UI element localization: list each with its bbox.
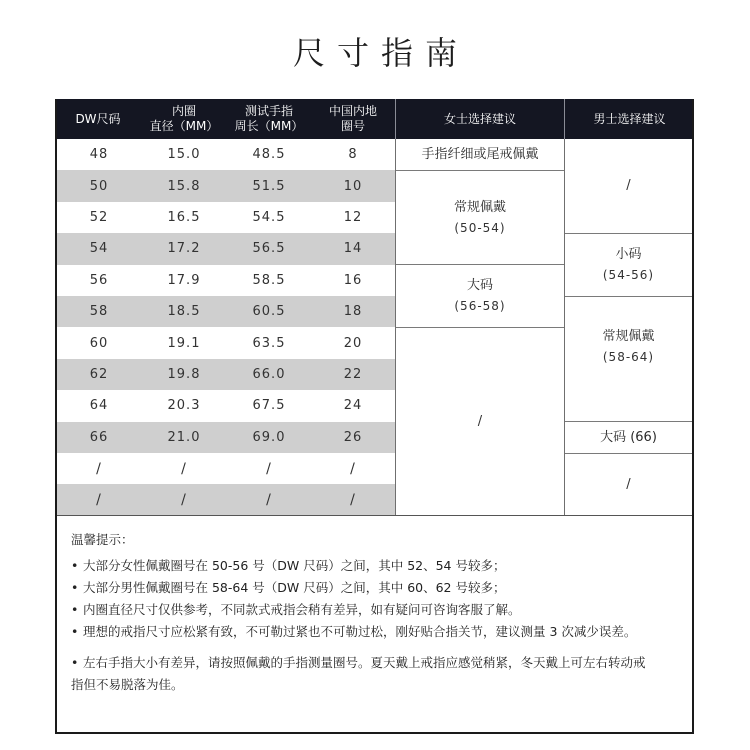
men-block-regular-range: (58-64)	[602, 350, 655, 364]
cell-circumference: 56.5	[252, 241, 286, 257]
men-block-small-label: 小码	[615, 247, 642, 262]
men-block-none-bottom-label: /	[626, 476, 631, 492]
bullet-icon: •	[71, 624, 79, 639]
women-block-large-label: 大码	[466, 278, 493, 293]
women-block-regular-label: 常规佩戴	[453, 199, 506, 215]
table-row	[57, 233, 395, 264]
tip-text: 左右手指大小有差异，请按照佩戴的手指测量圈号。夏天戴上戒指应感觉稍紧，冬天戴上可左右转动戒指但不易脱落为佳。	[71, 655, 646, 692]
cell-cn: 16	[343, 272, 363, 288]
cell-dw: /	[96, 492, 102, 509]
bullet-icon: •	[71, 655, 79, 670]
table-row	[57, 327, 395, 358]
men-block-none-top-label: /	[626, 178, 631, 193]
header-dw-size-label: DW尺码	[75, 111, 121, 126]
men-block-small-range: (54-56)	[602, 268, 655, 282]
table-row	[57, 139, 395, 170]
cell-dw: 62	[89, 366, 109, 382]
table-row	[57, 359, 395, 390]
cell-dw: 48	[89, 147, 109, 163]
header-men-label: 男士选择建议	[593, 111, 666, 126]
table-row	[57, 170, 395, 201]
cell-diameter: 18.5	[167, 304, 201, 320]
cell-dw: 50	[89, 178, 109, 194]
bullet-icon: •	[71, 558, 79, 573]
men-block-large	[565, 422, 692, 453]
cell-circumference: 66.0	[252, 366, 286, 382]
table-row	[57, 296, 395, 327]
cell-cn: 14	[343, 241, 363, 257]
cell-circumference: 63.5	[252, 335, 286, 351]
women-block-large-range: (56-58)	[454, 299, 506, 313]
men-block-regular	[565, 297, 692, 421]
women-block-none	[396, 328, 564, 515]
women-block-regular-range: (50-54)	[454, 220, 506, 235]
tip-text: 理想的戒指尺寸应松紧有致，不可勒过紧也不可勒过松，刚好贴合指关节，建议测量 3 次减少误差。	[83, 624, 637, 639]
cell-circumference: 69.0	[252, 429, 286, 445]
cell-cn: 24	[343, 398, 363, 414]
cell-dw: 64	[89, 398, 109, 414]
women-block-regular	[396, 171, 564, 264]
cell-dw: 54	[89, 241, 109, 257]
table-row	[57, 422, 395, 453]
tip-item	[71, 652, 692, 696]
cell-dw: /	[96, 460, 102, 477]
cell-cn: /	[350, 460, 356, 477]
bullet-icon: •	[71, 580, 79, 595]
cell-diameter: 19.1	[167, 335, 201, 351]
cell-circumference: /	[266, 460, 272, 477]
cell-dw: 60	[89, 335, 109, 351]
cell-diameter: 17.9	[167, 272, 201, 288]
cell-circumference: 54.5	[252, 209, 286, 225]
table-row	[57, 202, 395, 233]
cell-diameter: 16.5	[167, 209, 201, 225]
cell-diameter: /	[181, 492, 187, 509]
bullet-icon: •	[71, 602, 79, 617]
cell-diameter: /	[181, 460, 187, 477]
cell-cn: 8	[348, 147, 358, 163]
cell-diameter: 21.0	[167, 429, 201, 445]
women-block-slim-label: 手指纤细或尾戒佩戴	[421, 146, 539, 162]
tip-item	[71, 599, 692, 621]
cell-circumference: /	[266, 492, 272, 509]
women-block-none-label: /	[477, 413, 483, 429]
cell-cn: 18	[343, 304, 363, 320]
cell-dw: 56	[89, 272, 109, 288]
table-row	[57, 484, 395, 515]
cell-cn: 12	[343, 209, 363, 225]
cell-diameter: 20.3	[167, 398, 201, 414]
tip-item	[71, 621, 692, 643]
cell-diameter: 15.0	[167, 147, 201, 163]
cell-cn: 22	[343, 366, 363, 382]
tip-text: 大部分男性佩戴圈号在 58-64 号（DW 尺码）之间，其中 60、62 号较多；	[83, 580, 506, 595]
cell-cn: 20	[343, 335, 363, 351]
tip-item	[71, 555, 692, 577]
cell-diameter: 17.2	[167, 241, 201, 257]
women-block-slim	[396, 139, 564, 170]
tip-text: 大部分女性佩戴圈号在 50-56 号（DW 尺码）之间，其中 52、54 号较多；	[83, 558, 506, 573]
cell-dw: 52	[89, 209, 109, 225]
cell-circumference: 58.5	[252, 272, 286, 288]
header-circumference-line2: 周长（MM）	[234, 119, 304, 133]
cell-dw: 58	[89, 304, 109, 320]
cell-cn: /	[350, 492, 356, 509]
men-block-regular-label: 常规佩戴	[602, 329, 655, 344]
men-block-large-label: 大码 (66)	[600, 429, 657, 445]
cell-dw: 66	[89, 429, 109, 445]
cell-circumference: 51.5	[252, 178, 286, 194]
cell-cn: 26	[343, 429, 363, 445]
cell-cn: 10	[343, 178, 363, 194]
page-title: 尺寸指南	[292, 34, 469, 72]
header-women-label: 女士选择建议	[443, 111, 516, 126]
table-row	[57, 453, 395, 484]
tips-section	[57, 516, 692, 732]
tip-item	[71, 577, 692, 599]
header-inner-diameter-line1: 内圈	[171, 104, 196, 118]
men-block-small	[565, 234, 692, 296]
header-cn-size-line1: 中国内地	[328, 104, 377, 118]
cell-circumference: 67.5	[252, 398, 286, 414]
tips-title: 温馨提示：	[71, 532, 134, 547]
table-row	[57, 265, 395, 296]
cell-diameter: 19.8	[167, 366, 201, 382]
header-circumference-line1: 测试手指	[244, 104, 293, 118]
men-block-none-top	[565, 139, 692, 233]
tip-text: 内圈直径尺寸仅供参考，不同款式戒指会稍有差异，如有疑问可咨询客服了解。	[83, 602, 521, 617]
cell-circumference: 60.5	[252, 304, 286, 320]
women-block-large	[396, 265, 564, 327]
cell-circumference: 48.5	[252, 147, 286, 163]
header-cn-size-line2: 圈号	[340, 119, 365, 133]
men-block-none-bottom	[565, 454, 692, 515]
header-inner-diameter-line2: 直径（MM）	[149, 119, 219, 133]
table-row	[57, 390, 395, 421]
cell-diameter: 15.8	[167, 178, 201, 194]
